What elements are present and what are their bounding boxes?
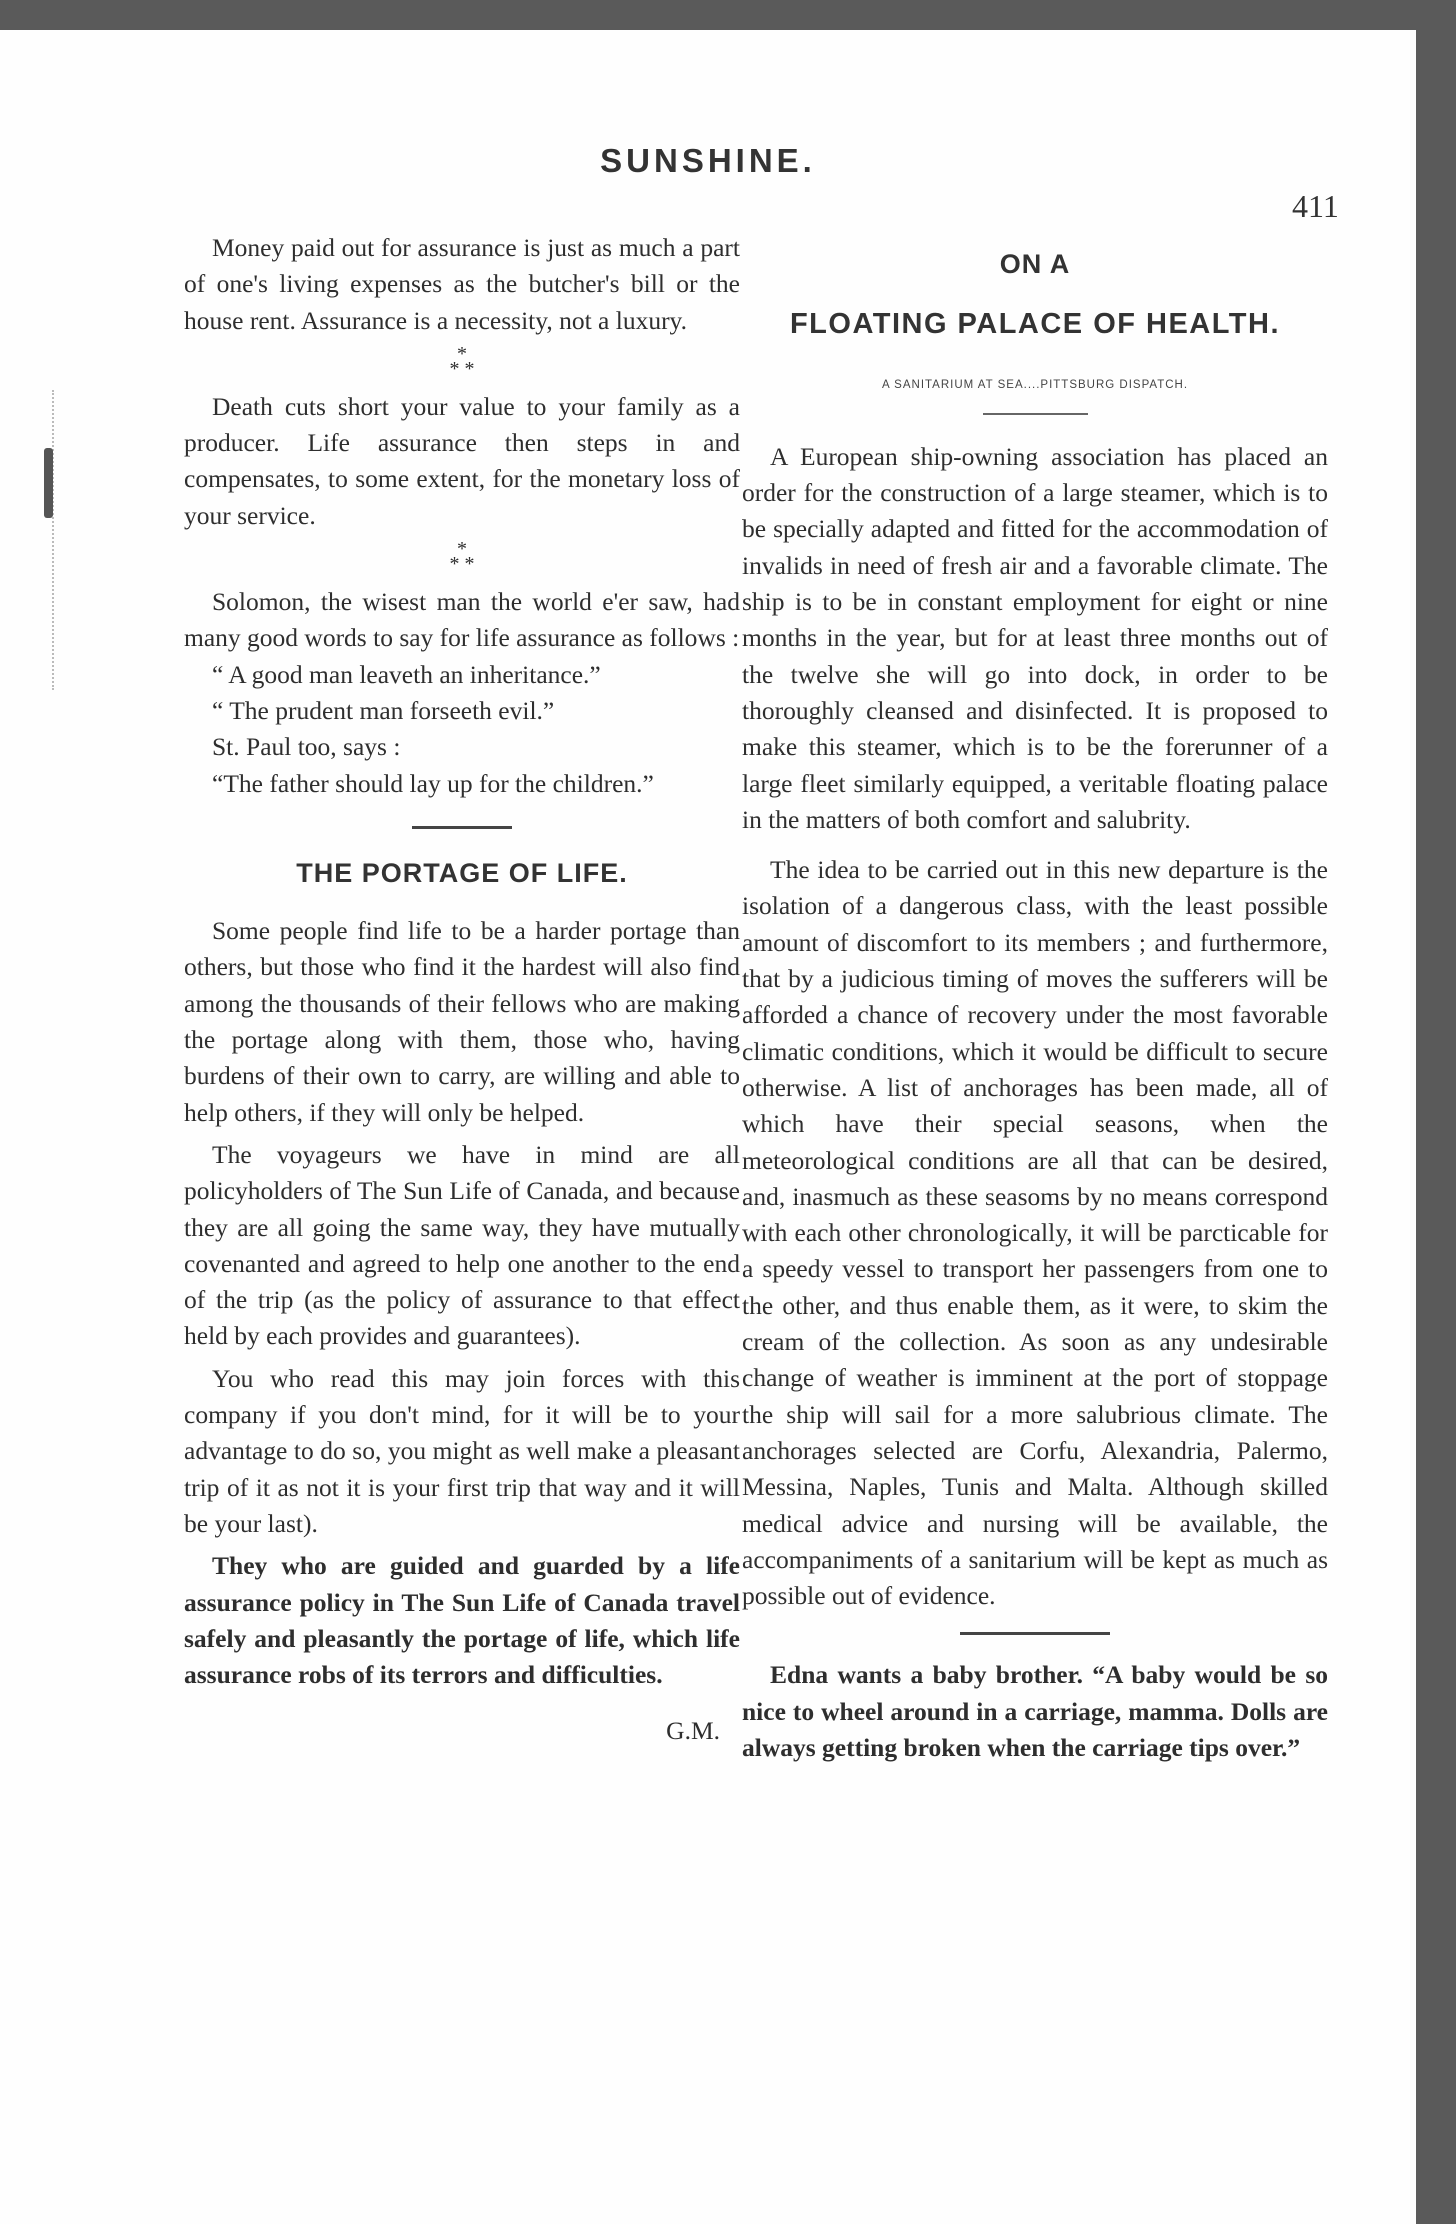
edna-anecdote: Edna wants a baby brother. “A baby would be so nice to wheel around in a carriage, mamma. Dolls are always getting broken when the carriage tips over.” xyxy=(742,1660,1328,1762)
scan-border-top xyxy=(0,0,1456,30)
scan-border-right xyxy=(1416,0,1456,2224)
page xyxy=(0,30,1416,2224)
binding-mark xyxy=(44,448,53,518)
quote-inheritance: “ A good man leaveth an inheritance.” xyxy=(212,659,601,689)
asterism-divider: * * * xyxy=(449,538,475,576)
section-rule xyxy=(412,826,512,829)
page-number: 411 xyxy=(1292,188,1339,224)
portage-paragraph-1: Some people find life to be a harder portage than others, but those who find it the hardest will also find among the thousands of their fellows who are making the portage along with them, those who, having burdens of their own to carry, are willing and able to help others, if they will only be helped. xyxy=(184,916,740,1127)
masthead: SUNSHINE. xyxy=(600,142,816,179)
signature: G.M. xyxy=(666,1716,720,1746)
paragraph-death: Death cuts short your value to your family as a producer. Life assurance then steps in and compensates, to some extent, for the monetary loss of your service. xyxy=(184,391,740,530)
portage-heading: THE PORTAGE OF LIFE. xyxy=(296,857,628,888)
binding-holes xyxy=(52,390,56,690)
floating-paragraph-1: A European ship-owning association has placed an order for the construction of a large steamer, which is to be specially adapted and fitted for the accommodation of invalids in need of fresh air and a favorable climate. The ship is to be in constant employment for eight or nine months in the year, but for at least three months out of the twelve she will go into dock, in order to be thoroughly cleansed and disinfected. It is proposed to make this steamer, which is to be the forerunner of a large fleet similarly equipped, a veritable floating palace in the matters of both comfort and salubrity. xyxy=(742,441,1328,834)
source-credit: A SANITARIUM AT SEA....PITTSBURG DISPATCH. xyxy=(881,378,1189,391)
paragraph-money: Money paid out for assurance is just as much a part of one's living expenses as the butcher's bill or the house rent. Assurance is a necessity, not a luxury. xyxy=(184,233,740,335)
article-heading-line-2: FLOATING PALACE OF HEALTH. xyxy=(789,308,1281,341)
paragraph-solomon: Solomon, the wisest man the world e'er saw, had many good words to say for life assurance as follows : xyxy=(184,587,740,653)
portage-paragraph-2: The voyageurs we have in mind are all policyholders of The Sun Life of Canada, and because they are all going the same way, they have mutually covenanted and agreed to help one another to the end of the trip (as the policy of assurance to that effect held by each provides and guarantees). xyxy=(184,1139,740,1351)
right-column xyxy=(742,242,1328,1766)
credit-rule xyxy=(983,413,1088,415)
section-rule xyxy=(960,1632,1110,1635)
portage-paragraph-4: They who are guided and guarded by a life assurance policy in The Sun Life of Canada travel safely and pleasantly the portage of life, which life assurance robs of its terrors and difficulties. xyxy=(184,1551,740,1690)
portage-paragraph-3: You who read this may join forces with this company if you don't mind, for it will be to your advantage to do so, you might as well make a pleasant trip of it as not it is your first trip that way and it will be your last). xyxy=(184,1363,740,1538)
article-heading-line-1: ON A xyxy=(999,249,1071,279)
st-paul-line: St. Paul too, says : xyxy=(212,732,401,762)
floating-paragraph-2: The idea to be carried out in this new departure is the isolation of a dangerous class, with the least possible amount of discomfort to its members ; and furthermore, that by a judicious timing of moves the sufferers will be afforded a chance of recovery under the most favorable climatic conditions, which it would be difficult to secure otherwise. A list of anchorages has been made, all of which have their special seasons, when the meteorological conditions are all that can be desired, and, inasmuch as these seasoms by no means correspond with each other chronologically, it will be parcticable for a speedy vessel to transport her passengers from one to the other, and thus enable them, as it were, to skim the cream of the collection. As soon as any undesirable change of weather is imminent at the port of stoppage the ship will sail for a more salubrious climate. The anchorages selected are Corfu, Alexandria, Palermo, Messina, Naples, Tunis and Malta. Although skilled medical advice and nursing will be available, the accompaniments of a sanitarium will be kept as much as possible out of evidence. xyxy=(742,855,1328,1611)
quote-father: “The father should lay up for the children.” xyxy=(212,768,654,798)
asterism-divider: * * * xyxy=(449,342,475,380)
left-column xyxy=(184,230,740,1750)
quote-prudent: “ The prudent man forseeth evil.” xyxy=(212,695,555,725)
